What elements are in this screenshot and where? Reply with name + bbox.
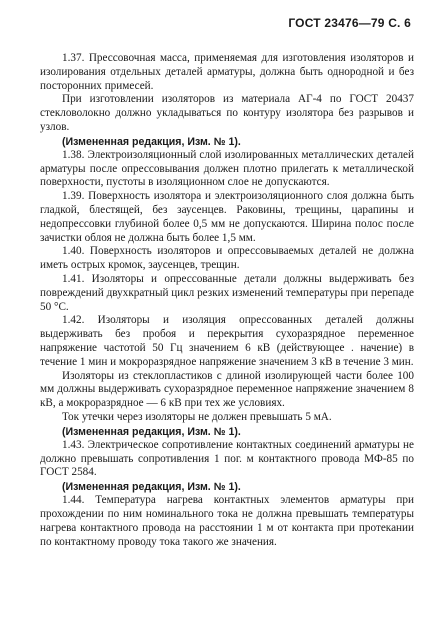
document-body bbox=[40, 52, 414, 549]
paragraph-1-37: 1.37. Прессовочная масса, применяемая для изготовления изоляторов и изолирования отдельных деталей арматуры, должна быть однородной и без посторонних примесей. bbox=[40, 52, 414, 92]
paragraph-fiberglass-insulators: Изоляторы из стеклопластиков с длиной изолирующей части более 100 мм должны выдерживать сухоразрядное переменное напряжение значением 8 кВ, а мокроразрядное — 6 кВ при тех же условиях. bbox=[40, 369, 414, 410]
paragraph-1-44: 1.44. Температура нагрева контактных элементов арматуры при прохождении по ним номинального тока не должна превышать температуры нагрева контактного провода на расстоянии 1 м от контакта при протекании по контактному проводу тока такого же значения. bbox=[40, 494, 414, 548]
paragraph-1-40: 1.40. Поверхность изоляторов и опрессовываемых деталей не должна иметь острых кромок, заусенцев, трещин. bbox=[40, 245, 414, 272]
page-header: ГОСТ 23476—79 С. 6 bbox=[288, 16, 411, 30]
edition-note: (Измененная редакция, Изм. № 1). bbox=[62, 481, 241, 494]
paragraph-1-43: 1.43. Электрическое сопротивление контактных соединений арматуры не должно превышать сопротивления 1 пог. м контактного провода МФ-85 по ГОСТ 2584. bbox=[40, 438, 414, 479]
edition-note: (Измененная редакция, Изм. № 1). bbox=[62, 425, 241, 438]
edition-note: (Измененная редакция, Изм. № 1). bbox=[62, 135, 241, 148]
paragraph-ag4-note: При изготовлении изоляторов из материала АГ-4 по ГОСТ 20437 стекловолокно должно укладываться по контуру изолятора без разрывов и узлов. bbox=[40, 93, 414, 133]
paragraph-1-42: 1.42. Изоляторы и изоляция опрессованных деталей должны выдерживать без пробоя и перекрытия сухоразрядное переменное напряжение частотой 50 Гц значением 6 кВ (действующее . начение) в течение 1 мин и мокроразрядное напряжение значением 3 кВ в течение 3 мин. bbox=[40, 314, 414, 368]
paragraph-1-41: 1.41. Изоляторы и опрессованные детали должны выдерживать без повреждений двухкратный цикл резких изменений температуры при перепаде 50 °С. bbox=[40, 272, 414, 313]
paragraph-leakage-current: Ток утечки через изоляторы не должен превышать 5 мА. bbox=[62, 410, 332, 423]
paragraph-1-38: 1.38. Электроизоляционный слой изолированных металлических деталей арматуры после опрессовывания должен плотно прилегать к металлической поверхности, пустоты в изоляционном слое не допускаются. bbox=[40, 148, 414, 189]
paragraph-1-39: 1.39. Поверхность изолятора и электроизоляционного слоя должна быть гладкой, блестящей, без заусенцев. Раковины, трещины, царапины и недопрессовки глубиной более 0,5 мм не допускаются. Ширина полос после зачистки облоя не должна быть более 1,5 мм. bbox=[40, 190, 414, 244]
